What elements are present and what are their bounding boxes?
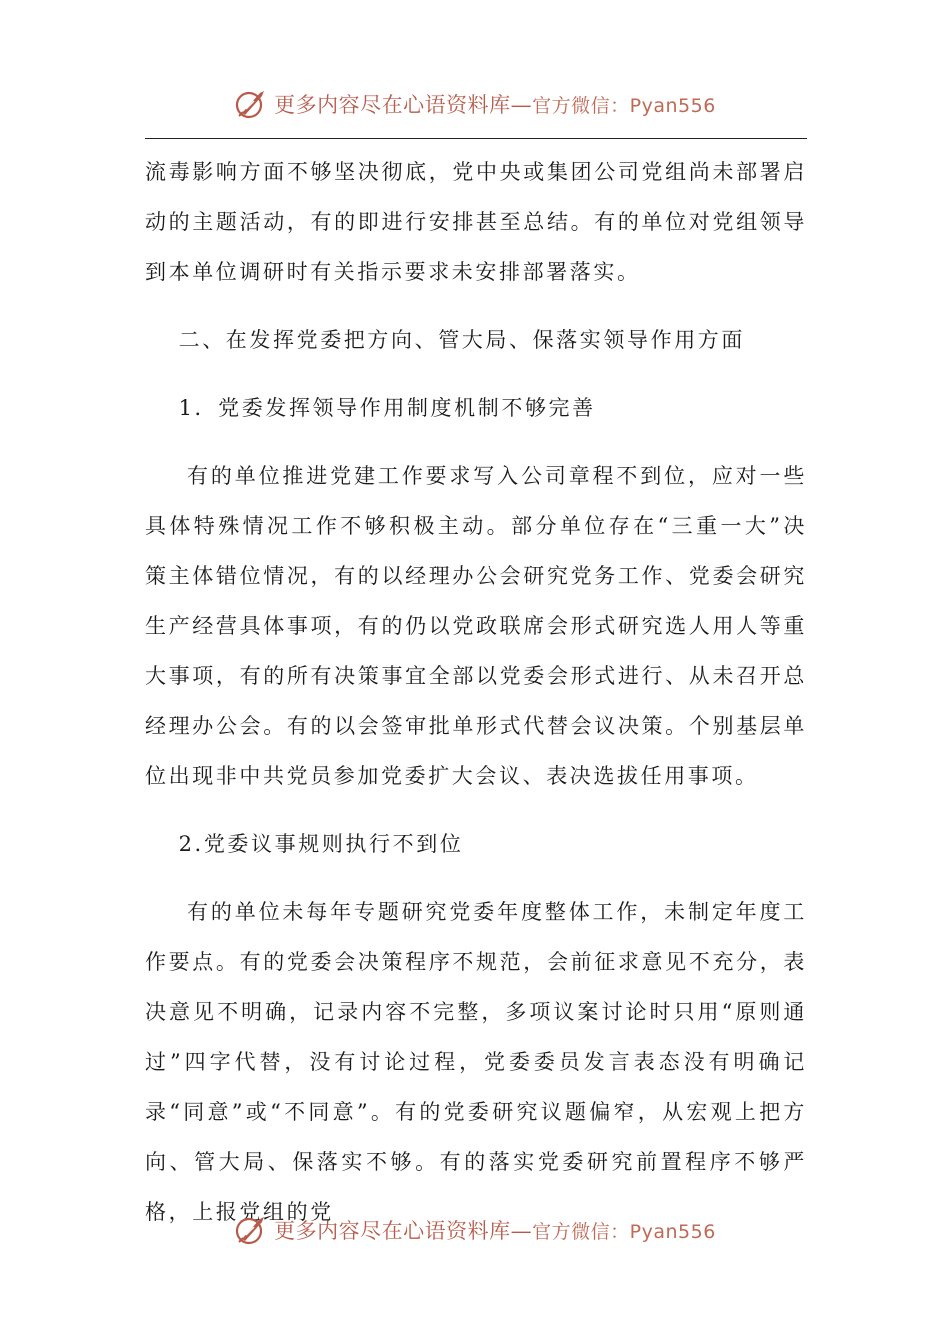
banner-wechat-text: 官方微信：Pyan556 [532,1221,716,1243]
banner-text [274,1215,716,1245]
banner-library-text: 更多内容尽在心语资料库 [274,93,511,117]
subsection-heading-1: 1．党委发挥领导作用制度机制不够完善 [178,396,596,420]
document-body [145,147,807,1237]
section-heading: 二、在发挥党委把方向、管大局、保落实领导作用方面 [178,328,745,352]
banner-text [274,89,716,119]
paragraph-2: 有的单位未每年专题研究党委年度整体工作，未制定年度工作要点。有的党委会决策程序不规范，会前征求意见不充分，表决意见不明确，记录内容不完整，多项议案讨论时只用“原则通过”四字代替，没有讨论过程，党委委员发言表态没有明确记录“同意”或“不同意”。有的党委研究议题偏窄，从宏观上把方向、管大局、保落实不够。有的落实党委研究前置程序不够严格，上报党组的党 [145,900,807,1224]
header-banner [0,84,950,124]
footer-banner [0,1210,950,1250]
banner-library-text: 更多内容尽在心语资料库 [274,1219,511,1243]
banner-dash: — [510,1219,533,1243]
banner-dash: — [510,93,533,117]
quill-pen-logo-icon [234,1213,268,1247]
header-divider [145,138,807,139]
paragraph-1: 有的单位推进党建工作要求写入公司章程不到位，应对一些具体特殊情况工作不够积极主动。部分单位存在“三重一大”决策主体错位情况，有的以经理办公会研究党务工作、党委会研究生产经营具体事项，有的仍以党政联席会形式研究选人用人等重大事项，有的所有决策事宜全部以党委会形式进行、从未召开总经理办公会。有的以会签审批单形式代替会议决策。个别基层单位出现非中共党员参加党委扩大会议、表决选拔任用事项。 [145,464,807,788]
paragraph-continuation: 流毒影响方面不够坚决彻底，党中央或集团公司党组尚未部署启动的主题活动，有的即进行安排甚至总结。有的单位对党组领导到本单位调研时有关指示要求未安排部署落实。 [145,160,807,284]
quill-pen-logo-icon [234,87,268,121]
subsection-heading-2: 2.党委议事规则执行不到位 [178,832,464,856]
banner-wechat-text: 官方微信：Pyan556 [532,95,716,117]
